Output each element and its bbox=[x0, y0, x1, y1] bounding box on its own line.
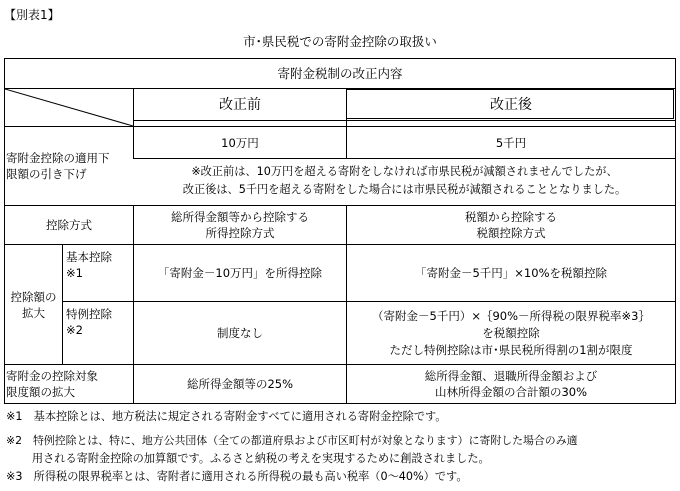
row3-special-line2: ※2 bbox=[66, 323, 83, 337]
rule bbox=[133, 120, 676, 121]
row3-special-after bbox=[347, 302, 675, 364]
table-border-bottom bbox=[4, 403, 676, 404]
row1-note-line1: ※改正前は、10万円を超える寄附をしなければ市県民税が減額されませんでしたが、 bbox=[191, 165, 618, 178]
row3-basic-after: 「寄附金－5千円」×10%を税額控除 bbox=[414, 266, 607, 280]
row1-before: 10万円 bbox=[221, 135, 259, 150]
row4-label-line2: 限度額の拡大 bbox=[6, 385, 75, 399]
row4-after-line1: 総所得金額、退職所得金額および bbox=[424, 369, 598, 383]
row1-after: 5千円 bbox=[495, 135, 527, 150]
row3-basic-label bbox=[66, 249, 132, 283]
row2-label: 控除方式 bbox=[46, 218, 92, 232]
footnote-2-line1: ※2 特例控除とは、特に、地方公共団体（全ての都道府県および市区町村が対象となります）に寄附した場合のみ適 bbox=[6, 434, 578, 447]
rule bbox=[133, 158, 676, 159]
row2-after-line1: 税額から控除する bbox=[465, 210, 557, 224]
row3-special-after-line3: ただし特例控除は市･県民税所得割の1割が限度 bbox=[389, 342, 633, 357]
row1-note-line2: 改正後は、5千円を超える寄附をした場合には市県民税が減額されることとなりました。 bbox=[182, 183, 627, 196]
row3-basic-line1: 基本控除 bbox=[66, 250, 112, 264]
row3-special-after-line2: を税額控除 bbox=[482, 325, 540, 340]
table-label: 【別表1】 bbox=[4, 8, 60, 22]
table-border-right bbox=[675, 58, 676, 404]
row3-group-label bbox=[5, 245, 62, 364]
row3-special-before: 制度なし bbox=[217, 326, 263, 340]
table-caption: 寄附金税制の改正内容 bbox=[277, 65, 403, 81]
row4-label-line1: 寄附金の控除対象 bbox=[6, 369, 98, 383]
row4-after-line2: 山林所得金額の合計額の30% bbox=[434, 385, 588, 399]
row2-before bbox=[134, 206, 346, 244]
footnote-1: ※1 基本控除とは、地方税法に規定される寄附金すべてに適用される寄附金控除です。 bbox=[6, 410, 447, 423]
row1-label-line1: 寄附金控除の適用下 bbox=[6, 151, 110, 165]
row1-label bbox=[6, 127, 133, 205]
row1-label-line2: 限額の引き下げ bbox=[6, 167, 87, 181]
row2-after bbox=[347, 206, 675, 244]
page-title: 市･県民税での寄附金控除の取扱い bbox=[243, 34, 437, 49]
footnote-3: ※3 所得税の限界税率とは、寄附者に適用される所得税の最も高い税率（0～40%）です。 bbox=[6, 470, 468, 483]
row3-special-label bbox=[66, 306, 132, 340]
row4-label bbox=[6, 365, 133, 403]
row2-before-line1: 総所得金額等から控除する bbox=[171, 210, 309, 224]
row3-special-after-line1: （寄附金－5千円）×｛90%－所得税の限界税率※3｝ bbox=[372, 308, 650, 323]
footnote-2-line2: 用される寄附金控除の加算額です。ふるさと納税の考えを実現するために創設されました。 bbox=[6, 452, 490, 465]
row3-group-line1: 控除額の bbox=[10, 289, 57, 304]
row3-group-line2: 拡大 bbox=[22, 305, 45, 320]
row4-after bbox=[347, 365, 675, 403]
column-header-before: 改正前 bbox=[219, 96, 261, 113]
row3-basic-before: 「寄附金－10万円」を所得控除 bbox=[157, 266, 323, 280]
row3-special-line1: 特例控除 bbox=[66, 307, 112, 321]
column-header-after: 改正後 bbox=[490, 96, 532, 113]
corner-diagonal bbox=[5, 89, 133, 126]
row2-before-line2: 所得控除方式 bbox=[205, 226, 275, 240]
row1-note bbox=[134, 163, 675, 199]
row4-before: 総所得金額等の25% bbox=[186, 377, 294, 391]
row3-basic-line2: ※1 bbox=[66, 266, 83, 280]
rule bbox=[62, 244, 63, 364]
row2-after-line2: 税額控除方式 bbox=[476, 226, 546, 240]
